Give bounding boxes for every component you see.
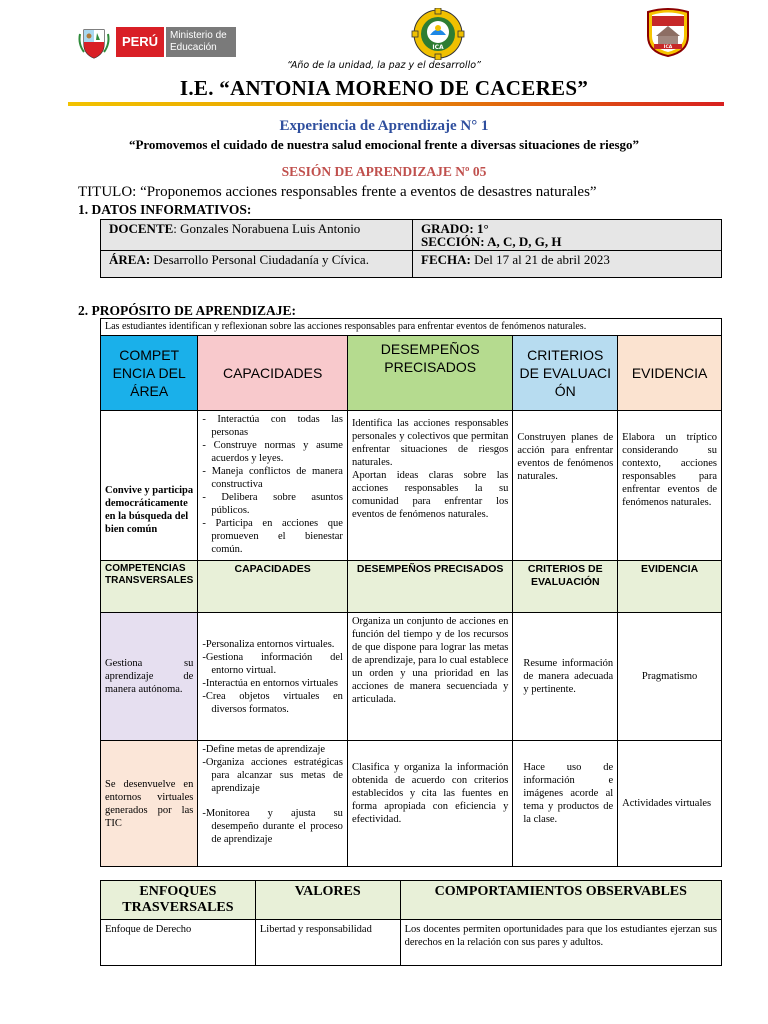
enfoque-cell: Enfoque de Derecho	[101, 920, 256, 966]
header-competencias-transversales: COMPETENCIAS TRANSVERSALES	[101, 561, 198, 613]
header-criterios: CRITERIOS DE EVALUACI ÓN	[513, 336, 618, 411]
header-comportamientos: COMPORTAMIENTOS OBSERVABLES	[400, 881, 721, 920]
header-criterios-2: CRITERIOS DE EVALUACIÓN	[513, 561, 618, 613]
list-item: - Construye normas y asume acuerdos y leyes.	[202, 440, 343, 464]
comportamiento-cell: Los docentes permiten oportunidades para que los estudiantes ejerzan sus derechos en la relación con sus pares y adultos.	[400, 920, 721, 966]
competencia-cell: Gestiona su aprendizaje de manera autónoma.	[101, 613, 198, 741]
experience-title: Experiencia de Aprendizaje N° 1	[279, 118, 489, 134]
valor-cell: Libertad y responsabilidad	[255, 920, 400, 966]
grado-value: 1°	[473, 221, 489, 236]
document-header	[0, 0, 768, 110]
regional-shield-logo-icon	[644, 6, 692, 58]
list-item: - Participa en acciones que promueven el bienestar común.	[202, 518, 343, 555]
evidencia-cell: Elabora un tríptico considerando su contexto, acciones responsables para enfrentar eventos de fenómenos naturales.	[618, 411, 722, 561]
table-row	[101, 920, 722, 966]
list-item: -Personaliza entornos virtuales.	[202, 638, 335, 650]
capacidades-list	[202, 743, 343, 846]
list-item: -Crea objetos virtuales en diversos formatos.	[202, 690, 343, 715]
section-datos-title: 1. DATOS INFORMATIVOS:	[78, 202, 252, 217]
header-capacidades: CAPACIDADES	[198, 336, 348, 411]
session-heading: SESIÓN DE APRENDIZAJE Nº 05	[281, 164, 487, 179]
area-cell	[101, 251, 413, 278]
docente-label: DOCENTE	[109, 221, 174, 236]
table-header-row	[101, 336, 722, 411]
school-gear-logo-icon	[410, 8, 466, 60]
criterios-cell: Construyen planes de acción para enfrentar eventos de fenómenos naturales.	[513, 411, 618, 561]
table-row	[101, 251, 722, 278]
enfoques-table	[100, 880, 722, 966]
list-item: -Define metas de aprendizaje	[202, 744, 326, 755]
grado-label: GRADO:	[421, 221, 474, 236]
header-valores: VALORES	[255, 881, 400, 920]
competencia-cell: Se desenvuelve en entornos virtuales generados por las TIC	[101, 741, 198, 867]
evidencia-cell: Actividades virtuales	[618, 741, 722, 867]
list-item: -Organiza acciones estratégicas para alcanzar sus metas de aprendizaje	[202, 757, 343, 794]
header-competencia: COMPET ENCIA DEL ÁREA	[101, 336, 198, 411]
peru-coat-of-arms-icon	[76, 24, 112, 60]
desempenos-cell: Organiza un conjunto de acciones en función del tiempo y de los recursos de que dispone para lograr las metas de aprendizaje, para lo cual establece un orden y una prioridad en las acciones de manera secuenciada y articulada.	[347, 613, 512, 741]
header-evidencia-2: EVIDENCIA	[618, 561, 722, 613]
capacidades-cell	[198, 741, 348, 867]
right-logo-label: ICA	[663, 45, 673, 50]
capacidades-list	[202, 413, 343, 556]
header-desempenos-2: DESEMPEÑOS PRECISADOS	[347, 561, 512, 613]
criterios-cell: Hace uso de información e imágenes acorde al tema y productos de la clase.	[513, 741, 618, 867]
evidencia-cell: Pragmatismo	[618, 613, 722, 741]
desempenos-cell: Clasifica y organiza la información obtenida de acuerdo con criterios establecidos y cita las fuentes en forma apropiada con eficiencia y efectividad.	[347, 741, 512, 867]
list-item: - Delibera sobre asuntos públicos.	[202, 492, 343, 516]
ministry-label: Ministerio de Educación	[166, 27, 236, 57]
table-header-row	[101, 881, 722, 920]
minedu-logo	[76, 24, 236, 60]
titulo-label: TITULO:	[78, 184, 137, 200]
table-row	[101, 741, 722, 867]
header-evidencia: EVIDENCIA	[618, 336, 722, 411]
header-desempenos: DESEMPEÑOS PRECISADOS	[347, 336, 512, 411]
area-label: ÁREA:	[109, 252, 151, 267]
capacidades-cell	[198, 411, 348, 561]
list-item: -Interactúa en entornos virtuales	[202, 677, 338, 689]
seccion-label: SECCIÓN:	[421, 234, 485, 249]
header-enfoques: ENFOQUES TRASVERSALES	[101, 881, 256, 920]
center-logo-label: ICA	[432, 44, 444, 51]
titulo-text: “Proponemos acciones responsables frente a eventos de desastres naturales”	[140, 184, 597, 200]
table-header-row	[101, 561, 722, 613]
list-item: -Monitorea y ajusta su desempeño durante el proceso de aprendizaje	[202, 808, 343, 845]
section-proposito-title: 2. PROPÓSITO DE APRENDIZAJE:	[78, 303, 297, 318]
fecha-cell	[413, 251, 722, 278]
peru-label: PERÚ	[116, 27, 164, 57]
proposito-table	[100, 318, 722, 867]
table-row	[101, 411, 722, 561]
datos-table	[100, 219, 722, 278]
table-row	[101, 613, 722, 741]
docente-cell	[101, 220, 413, 251]
experience-subtitle: “Promovemos el cuidado de nuestra salud emocional frente a diversas situaciones de riesgo”	[128, 137, 640, 152]
capacidades-list	[202, 638, 343, 716]
competencia-cell: Convive y participa democráticamente en la búsqueda del bien común	[101, 411, 198, 561]
table-row	[101, 319, 722, 336]
list-item: -Gestiona información del entorno virtual.	[202, 651, 343, 676]
area-value: Desarrollo Personal Ciudadanía y Cívica.	[150, 252, 369, 267]
fecha-value: Del 17 al 21 de abril 2023	[470, 252, 610, 267]
docente-value: : Gonzales Norabuena Luis Antonio	[173, 221, 361, 236]
capacidades-cell	[198, 613, 348, 741]
grado-cell	[413, 220, 722, 251]
fecha-label: FECHA:	[421, 252, 471, 267]
session-title	[78, 184, 597, 201]
annual-motto: “Año de la unidad, la paz y el desarrollo”	[287, 60, 481, 71]
school-name: I.E. “ANTONIA MORENO DE CACERES”	[179, 76, 589, 100]
header-capacidades-2: CAPACIDADES	[198, 561, 348, 613]
criterios-cell: Resume información de manera adecuada y pertinente.	[513, 613, 618, 741]
desempenos-cell: Identifica las acciones responsables personales y colectivos que permitan enfrentar situaciones de riesgos naturales. Aportan ideas claras sobre las acciones responsables la su comunidad para enfrentar los eventos de fenómenos naturales.	[347, 411, 512, 561]
header-divider	[68, 102, 724, 106]
table-row	[101, 220, 722, 251]
list-item: - Interactúa con todas las personas	[202, 414, 343, 438]
seccion-value: A, C, D, G, H	[484, 234, 562, 249]
list-item: - Maneja conflictos de manera constructiva	[202, 466, 343, 490]
proposito-intro: Las estudiantes identifican y reflexionan sobre las acciones responsables para enfrentar eventos de fenómenos naturales.	[101, 319, 722, 336]
